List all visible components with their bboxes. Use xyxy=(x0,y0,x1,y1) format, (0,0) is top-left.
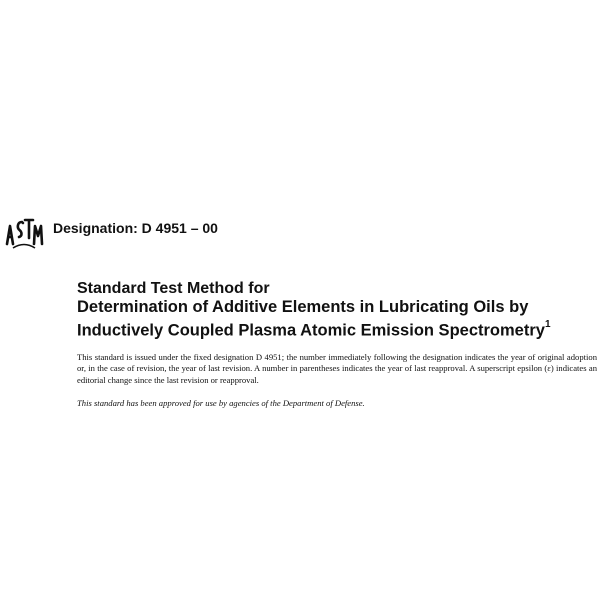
astm-logo-icon xyxy=(4,214,44,254)
title-line-2: Determination of Additive Elements in Lubricating Oils by xyxy=(77,298,529,316)
issuance-paragraph: This standard is issued under the fixed designation D 4951; the number immediately following the designation indicates the year of original adoption or, in the case of revision, the year of last revision. A number in parentheses indicates the year of last reapproval. A superscript epsilon (ε) indicates an editorial change since the last revision or reapproval. xyxy=(77,352,597,385)
title-line-3 xyxy=(77,317,597,341)
designation-label: Designation: D 4951 – 00 xyxy=(53,220,218,236)
footnote-marker: 1 xyxy=(544,319,551,330)
approval-note: This standard has been approved for use by agencies of the Department of Defense. xyxy=(77,398,365,408)
title-line-3-text: Inductively Coupled Plasma Atomic Emission Spectrometry xyxy=(77,321,545,340)
document-title xyxy=(77,280,597,341)
title-line-1: Standard Test Method for xyxy=(77,280,270,297)
